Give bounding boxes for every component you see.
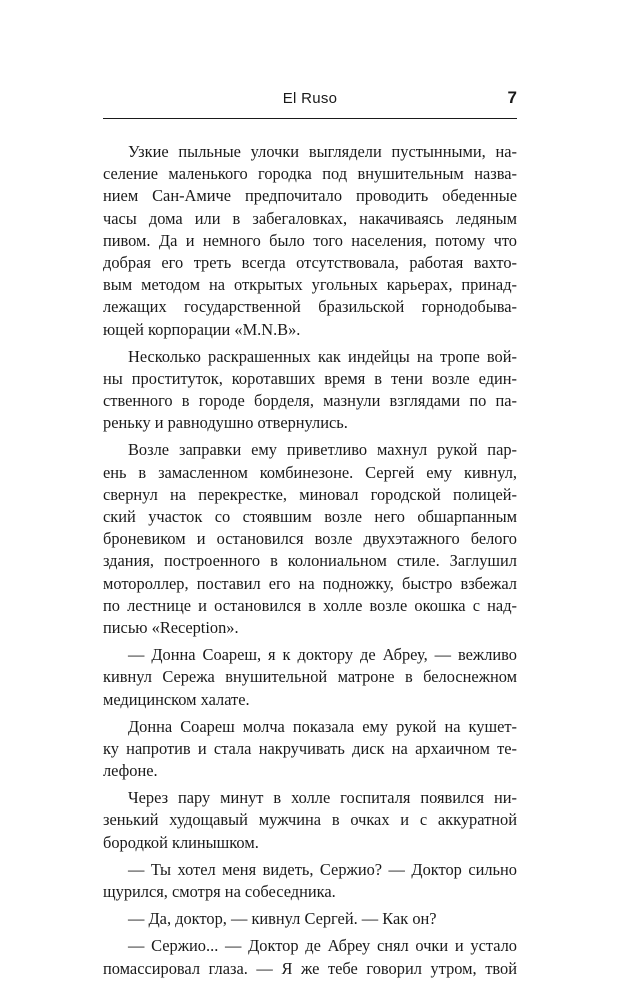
text-line: ющей корпорации «M.N.B».	[103, 319, 301, 339]
text-line: реньку и равнодушно отвернулись.	[103, 413, 348, 433]
running-title: El Ruso	[282, 90, 338, 107]
text-line: добрая его треть всегда отсутствовала, работая вахто-	[103, 252, 517, 272]
text-line: ку напротив и стала накручивать диск на архаичном те-	[103, 738, 517, 758]
page-number: 7	[507, 88, 517, 107]
header-rule	[103, 118, 517, 119]
text-line: Через пару минут в холле госпиталя появился ни-	[128, 788, 517, 808]
text-line: — Донна Соареш, я к доктору де Абреу, — вежливо	[128, 645, 517, 665]
text-line: бородкой клинышком.	[103, 832, 259, 852]
text-line: мотороллер, поставил его на подножку, быстро взбежал	[103, 573, 517, 593]
text-line: ский участок со стоявшим возле него обшарпанным	[103, 507, 517, 526]
paragraph	[103, 141, 517, 341]
text-line: пивом. Да и немного было того населения, потому что	[103, 230, 517, 250]
page-header	[103, 88, 517, 112]
text-line: зенький худощавый мужчина в очках и с аккуратной	[103, 810, 517, 830]
text-line: щурился, смотря на собеседника.	[103, 882, 336, 901]
text-line: ственного в городе борделя, мазнули взглядами по па-	[103, 391, 517, 411]
text-line: — Сержио... — Доктор де Абреу снял очки и устало	[128, 936, 517, 956]
paragraph	[103, 346, 517, 435]
text-line: Возле заправки ему приветливо махнул рукой пар-	[128, 440, 517, 460]
paragraph	[103, 716, 517, 783]
text-line: по лестнице и остановился в холле возле окошка с над-	[103, 595, 517, 615]
text-line: Узкие пыльные улочки выглядели пустынными, на-	[128, 142, 517, 161]
paragraph	[103, 935, 517, 979]
paragraph	[103, 859, 517, 903]
text-line: — Да, доктор, — кивнул Сергей. — Как он?	[128, 909, 437, 929]
text-line: лежащих государственной бразильской горнодобыва-	[103, 297, 517, 317]
text-line: — Ты хотел меня видеть, Сержио? — Доктор сильно	[128, 859, 517, 879]
text-line: ень в замасленном комбинезоне. Сергей ему кивнул,	[103, 462, 517, 482]
paragraph	[103, 439, 517, 639]
text-line: Донна Соареш молча показала ему рукой на кушет-	[128, 716, 517, 736]
text-line: нием Сан-Амиче предпочитало проводить обеденные	[103, 186, 517, 206]
text-line: медицинском халате.	[103, 689, 250, 709]
text-line: ны проституток, коротавших время в тени возле един-	[103, 368, 517, 388]
text-line: Несколько раскрашенных как индейцы на тропе вой-	[128, 346, 517, 366]
text-line: селение маленького городка под внушительным назва-	[103, 164, 517, 184]
paragraph	[103, 908, 517, 930]
body-text	[103, 141, 517, 980]
text-line: писью «Reception».	[103, 617, 239, 637]
text-line: часы дома или в забегаловках, накачиваясь ледяным	[103, 208, 517, 228]
paragraph	[103, 787, 517, 854]
text-line: броневиком и остановился возле двухэтажного белого	[103, 529, 517, 549]
paragraph	[103, 644, 517, 711]
text-line: вым методом на открытых угольных карьерах, принад-	[103, 275, 517, 295]
text-line: кивнул Сережа внушительной матроне в белоснежном	[103, 667, 517, 687]
text-line: свернул на перекрестке, миновал городской полицей-	[103, 484, 517, 504]
text-line: здания, построенного в колониальном стиле. Заглушил	[103, 551, 517, 571]
text-line: лефоне.	[103, 761, 158, 781]
text-line: помассировал глаза. — Я же тебе говорил утром, твой	[103, 958, 517, 978]
